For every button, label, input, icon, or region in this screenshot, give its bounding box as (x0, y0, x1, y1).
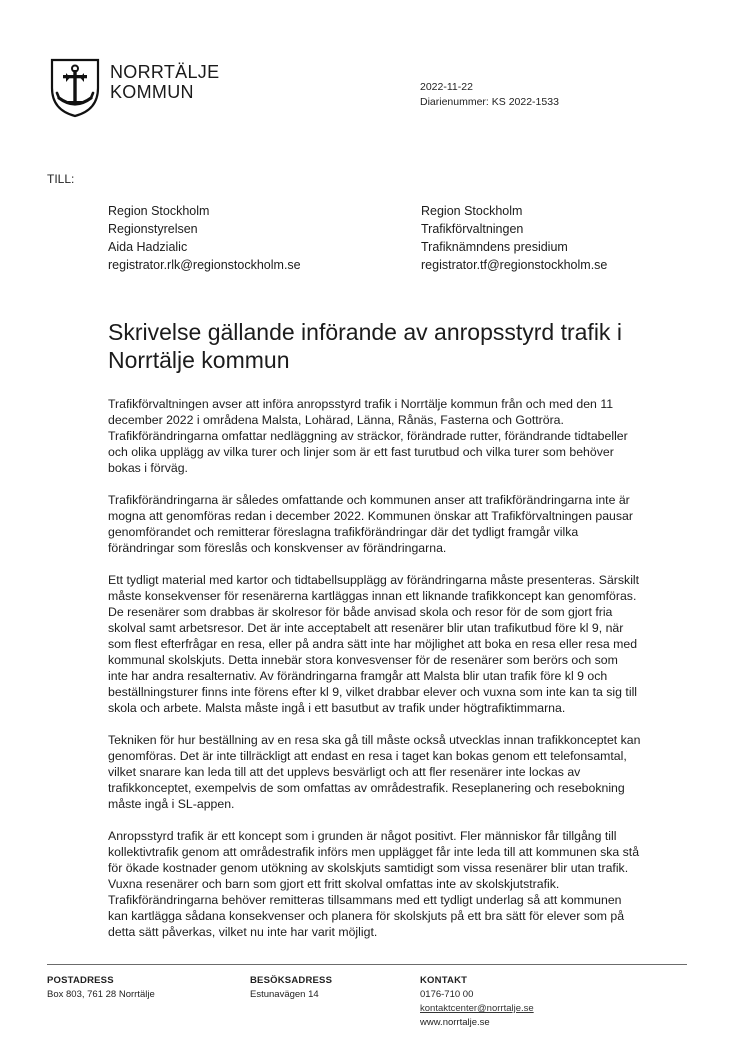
kontakt-heading: KONTAKT (420, 975, 468, 986)
recipient-1-email: registrator.rlk@regionstockholm.se (108, 258, 301, 272)
document-date: 2022-11-22 (420, 81, 473, 93)
body-paragraph-3: Ett tydligt material med kartor och tidtabellsupplägg av förändringarna måste presenteras. Särskilt måste konsekvenser för resenärerna kartläggas innan ett liknande trafikkoncept kan genomföras. De resenärer som drabbas är skolresor för både anvisad skola och resor för de som gjort fria skolval samt arbetsresor. Det är inte acceptabelt att resenärer blir utan trafikutbud före kl 9, när som flest efterfrågar en resa, eller på andra sätt inte har möjlighet att boka en resa eller resa med kommunal skolskjuts. Detta innebär stora konvesvenser för de resenärer som berörs och som inte har andra resalternativ. Av förändringarna framgår att Malsta blir utan trafik före kl 9 och beställningsturer finns inte förens efter kl 9, vilket drabbar elever och vuxna som inte kan ta sig till skola och arbete. Malsta måste ingå i ett basutbut av trafik under högtrafiktimmarna. (108, 573, 640, 715)
recipient-2-department: Trafikförvaltningen (421, 222, 524, 236)
recipient-1-person: Aida Hadzialic (108, 240, 188, 254)
municipality-logo (50, 58, 225, 118)
contact-website-link[interactable]: www.norrtalje.se (420, 1017, 490, 1028)
recipient-2-organisation: Region Stockholm (421, 204, 523, 218)
document-meta (420, 80, 559, 110)
body-paragraph-5: Anropsstyrd trafik är ett koncept som i grunden är något positivt. Fler människor får tillgång till kollektivtrafik genom att områdestrafik införs men upplägget får inte leda till att kommunen ska stå för ökade kostnader genom utökning av skolskjuts samtidigt som vissa resenärer blir utan trafik. Vuxna resenärer och barn som gjort ett fritt skolval omfattas inte av skolskjutstrafik. Trafikförändringarna behöver remitteras tillsammans med ett tydligt underlag så att kommunen kan kartlägga sådana konsekvenser och planera för skolskjuts på ett bra sätt för elever som på detta sätt påverkas, vilket nu inte har varit möjligt. (108, 829, 640, 939)
footer-visiting-address (250, 974, 332, 1002)
logo-line-1: NORRTÄLJE (110, 62, 220, 82)
recipient-block-2 (421, 202, 607, 274)
document-title: Skrivelse gällande införande av anropsstyrd trafik i Norrtälje kommun (108, 319, 622, 373)
logo-line-2: KOMMUN (110, 82, 194, 102)
body-paragraph-2: Trafikförändringarna är således omfattande och kommunen anser att trafikförändringarna inte är mogna att genomföras redan i december 2022. Kommunen önskar att Trafikförvaltningen pausar genomförandet och remitterar föreslagna trafikförändringar där det tydligt framgår vilka förändringar som föreslås och konskvenser av förändringarna. (108, 493, 633, 555)
contact-email-link[interactable]: kontaktcenter@norrtalje.se (420, 1003, 534, 1014)
diarienummer: Diarienummer: KS 2022-1533 (420, 96, 559, 108)
postadress-heading: POSTADRESS (47, 975, 114, 986)
footer-contact (420, 974, 534, 1030)
contact-phone: 0176-710 00 (420, 989, 474, 1000)
till-label: TILL: (47, 172, 75, 186)
recipient-2-group: Trafiknämndens presidium (421, 240, 568, 254)
body-paragraph-4: Tekniken för hur beställning av en resa ska gå till måste också utvecklas innan trafikkonceptet kan genomföras. Det är inte tillräckligt att endast en resa i taget kan bokas genom ett telefonsamtal, vilket snarare kan leda till att det upplevs besvärligt och att fler resenärer inte lockas av trafikkonceptet, exempelvis de som omfattas av områdestrafik. Reseplanering och resebokning måste ingå i SL-appen. (108, 733, 641, 811)
footer-postal-address (47, 974, 155, 1002)
recipient-block-1 (108, 202, 301, 274)
document-body (108, 396, 641, 956)
besoksadress-heading: BESÖKSADRESS (250, 975, 333, 986)
postadress-value: Box 803, 761 28 Norrtälje (47, 989, 155, 1000)
besoksadress-value: Estunavägen 14 (250, 989, 319, 1000)
logo-text (110, 62, 219, 102)
footer-divider (47, 964, 687, 965)
recipient-2-email: registrator.tf@regionstockholm.se (421, 258, 608, 272)
recipient-1-organisation: Region Stockholm (108, 204, 210, 218)
anchor-crest-icon (50, 58, 100, 118)
recipient-1-department: Regionstyrelsen (108, 222, 198, 236)
body-paragraph-1: Trafikförvaltningen avser att införa anropsstyrd trafik i Norrtälje kommun från och med den 11 december 2022 i områdena Malsta, Lohärad, Länna, Rånäs, Fasterna och Gottröra. Trafikförändringarna omfattar nedläggning av sträckor, förändrade rutter, förändrande tidtabeller och olika upplägg av vilka turer och linjer som är ett fast turutbud och vilka turer som behöver bokas i förväg. (108, 397, 628, 475)
